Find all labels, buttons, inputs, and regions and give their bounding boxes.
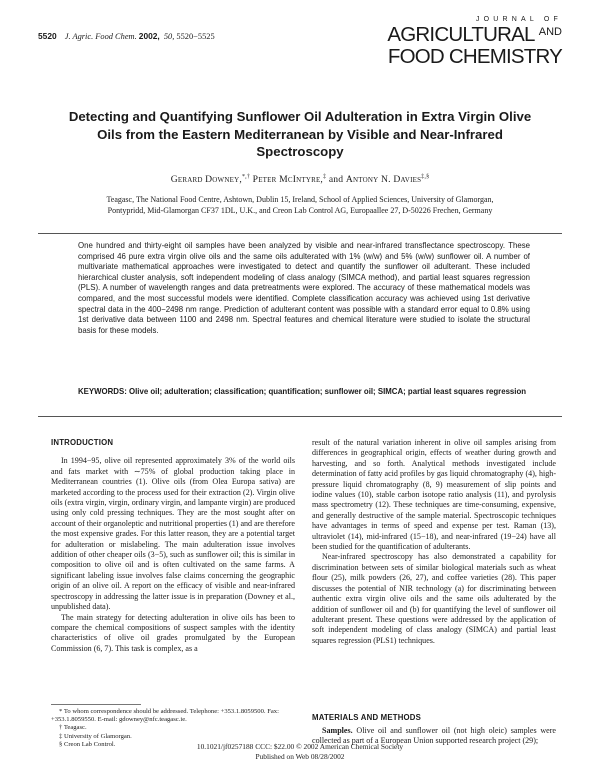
year: 2002,: [138, 31, 160, 41]
footnote-correspondence: * To whom correspondence should be addressed. Telephone: +353.1.8059500. Fax: +353.1.8059550. E-mail: gdowney@nfc.teagasc.ie.: [51, 708, 279, 724]
intro-heading: INTRODUCTION: [51, 438, 114, 447]
intro-paragraph-2: The main strategy for detecting adulteration in olive oils has been to compare the chemical compositions of suspect samples with the identity characteristics of olive oil grades promulgated by the European Commission (6, 7). This task is complex, as a: [51, 612, 295, 653]
volume: 50,: [163, 32, 175, 41]
author-1-marks: *,†: [241, 174, 251, 180]
methods-lead: Samples.: [322, 726, 353, 735]
authors: [60, 174, 540, 185]
column-right: [312, 438, 556, 646]
journal-logo: [380, 16, 562, 67]
article-title: Detecting and Quantifying Sunflower Oil Adulteration in Extra Virgin Olive Oils from the Eastern Mediterranean by Visible and Near-Infrared Spectroscopy: [68, 109, 532, 159]
intro-paragraph-1: In 1994−95, olive oil represented approximately 3% of the world oils and fats market with ∼75% of global production taking place in Mediterranean countries (1). Olive oils (from Olea Europa sativa) are marketed according to the process used for their extraction (2). Virgin olive oils (extra virgin, virgin, ordinary virgin, and lampante virgin) are produced using only cold pressing techniques. They are the most sought after on account of their organoleptic and nutritional properties (1) and are therefore the most expensive grades. For this latter reason, they are a potential target for adulteration or mislabeling. The main adulteration issue involves addition of other cheaper oils (3−5), such as sunflower oil; this is similar in composition to olive oil and is often cultivated on the same farms. A significant labeling issue involves false claims concerning the geographic origin of an olive oil. A report on the efficacy of visible and near-infrared spectroscopy in addressing the latter issue is in preparation (Downey et al., unpublished data).: [51, 456, 295, 612]
methods-text: Olive oil and sunflower oil (not high oleic) samples were collected as part of a European Union supported research project (29);: [312, 726, 557, 746]
footnote-creon: § Creon Lab Control.: [59, 740, 116, 748]
journal-abbrev: J. Agric. Food Chem.: [64, 32, 137, 41]
logo-top: JOURNAL OF: [475, 16, 562, 23]
page-range: 5520−5525: [176, 32, 215, 41]
footnote-rule: [51, 704, 141, 705]
intro-paragraph-3: result of the natural variation inherent in olive oil samples arising from differences in geographical origin, effects of weather during growth and harvesting, and so forth. Analytical methods investigated include determination of fatty acid profiles by gas liquid chromatography (4), high-pressure liquid chromatography (8, 9) measurement of slip points and iodine values (10), stable carbon isotope ratio analysis (11), and pyrolysis mass spectrometry (12). These techniques are time-consuming, expensive, and generally destructive of the sample material. Spectroscopic techniques have advantages in terms of speed and expense per test. Raman (13), ultraviolet (14), mid-infrared (15−18), and near-infrared (19−24) have all been studied for the quantification of adulterants.: [312, 438, 556, 552]
authors-and: and: [328, 174, 344, 186]
abstract-rule-top: [38, 233, 562, 234]
affiliation: Teagasc, The National Food Centre, Ashtown, Dublin 15, Ireland, School of Applied Sciences, University of Glamorgan, Pontypridd, Mid-Glamorgan CF37 1DL, U.K., and Creon Lab Control AG, Europaallee 27, D-50226 Frechen, Germany: [106, 195, 494, 215]
keywords-text: Olive oil; adulteration; classification; quantification; sunflower oil; SIMCA; partial least squares regression: [129, 387, 527, 396]
intro-paragraph-4: Near-infrared spectroscopy has also demonstrated a capability for discrimination between sets of similar biological materials such as wheat flour (25), milk powders (26, 27), and coffee varieties (28). This paper discusses the potential of NIR technology (a) for discriminating between authentic extra virgin olive oils and the same oils adulterated by the addition of sunflower oil and (b) for quantifying the level of sunflower oil adulterant present. These questions were addressed by the application of soft independent modeling of class analogy (SIMCA) and partial least squares regression (PLS1) techniques.: [312, 552, 556, 645]
author-2-marks: ‡: [323, 174, 327, 180]
keywords: [78, 387, 530, 398]
author-3-marks: ‡,§: [421, 174, 430, 180]
logo-line2: FOOD CHEMISTRY: [387, 44, 562, 68]
abstract: One hundred and thirty-eight oil samples have been analyzed by visible and near-infrared transflectance spectroscopy. These comprised 46 pure extra virgin olive oils and the same oils adulterated with 1% (w/w) and 5% (w/w) sunflower oil. A number of multivariate mathematical approaches were investigated to detect and quantify the sunflower oil adulterant. These included hierarchical cluster analysis, soft independent modeling of class analogy (SIMCA method), and partial least squares regression (PLS). A number of wavelength ranges and data pretreatments were explored. The accuracy of these mathematical models was compared, and the most successful models were identified. Complete classification accuracy was achieved using 1st derivative spectral data in the 400−2498 nm range. Prediction of adulterant content was possible with a standard error equal to 0.8% using 1st derivative data between 1100 and 2498 nm. Spectral features and chemical literature were studied to isolate the structural basis for these models.: [78, 241, 530, 335]
column-left: [51, 438, 295, 654]
abstract-rule-bottom: [38, 416, 562, 417]
footnote-glamorgan: ‡ University of Glamorgan.: [59, 732, 132, 740]
author-2: Peter McIntyre,: [252, 174, 324, 186]
footer-doi: 10.1021/jf0257188 CCC: $22.00 © 2002 American Chemical Society: [196, 742, 404, 751]
keywords-label: KEYWORDS:: [78, 387, 127, 396]
logo-line1: AGRICULTURAL: [387, 23, 534, 46]
author-1: Gerard Downey,: [170, 174, 242, 186]
page-footer: [100, 742, 500, 762]
author-3: Antony N. Davies: [345, 174, 422, 186]
footer-published: Published on Web 08/28/2002: [255, 751, 345, 761]
methods-heading: MATERIALS AND METHODS: [312, 713, 422, 722]
footnote-teagasc: † Teagasc.: [59, 724, 87, 732]
logo-and: AND: [538, 26, 562, 38]
page-number: 5520: [38, 31, 57, 41]
running-head: [38, 31, 215, 41]
